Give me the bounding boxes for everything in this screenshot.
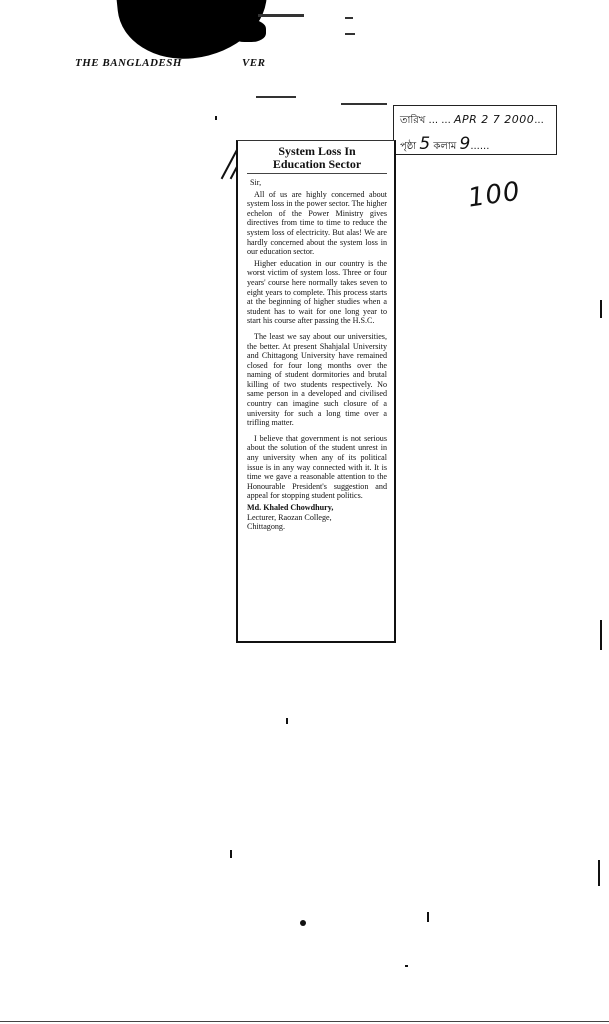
stamp-page-label: পৃষ্ঠা bbox=[400, 141, 417, 152]
scan-bottom-edge bbox=[0, 1021, 609, 1022]
masthead-left: THE BANGLADESH bbox=[75, 57, 182, 69]
headline-line-1: System Loss In bbox=[278, 144, 356, 158]
scan-speck bbox=[600, 300, 602, 318]
smudge bbox=[345, 33, 355, 35]
stamp-date-row bbox=[400, 113, 544, 130]
stamp-page-value: 5 bbox=[419, 134, 431, 154]
signature-affiliation: Lecturer, Raozan College, bbox=[247, 512, 332, 522]
signature-location: Chittagong. bbox=[247, 522, 285, 532]
article-paragraph: Higher education in our country is the worst victim of system loss. Three or four years' course here normally takes seven to eight years to complete. This process starts at the beginning of higher studies when a student has to wait for one long year to start his course after passing the H.S.C. bbox=[247, 258, 387, 326]
scan-speck bbox=[427, 912, 429, 922]
smudge bbox=[341, 103, 387, 105]
stamp-date-value: APR 2 7 2000 bbox=[453, 113, 535, 126]
smudge bbox=[345, 17, 353, 19]
article-headline bbox=[247, 145, 387, 174]
article-paragraph: The least we say about our universities, the better. At present Shahjalal University and Chittagong University have remained closed for four long months over the naming of student dormitories and brutal killing of two students respectively. No same person in a developed and civilised country can imagine such closure of a university for such a long time over a trifling matter. bbox=[247, 331, 387, 428]
stamp-date-label: তারিখ ... ... bbox=[400, 115, 451, 126]
date-stamp bbox=[393, 105, 557, 155]
scan-speck bbox=[300, 920, 306, 926]
scan-speck bbox=[598, 860, 600, 886]
headline-line-2: Education Sector bbox=[272, 157, 362, 171]
smudge bbox=[256, 96, 296, 98]
signature-name: Md. Khaled Chowdhury, bbox=[247, 503, 334, 512]
scan-speck bbox=[286, 718, 288, 724]
article-body bbox=[247, 178, 387, 501]
scan-speck bbox=[215, 116, 217, 120]
article-paragraph: I believe that government is not serious about the solution of the student unrest in any university when any of its political issue is in any way connected with it. It is time we gave a reasonable attention to the Honourable President's suggestion and appeal for stopping student politics. bbox=[247, 433, 387, 501]
stamp-column-value: 9 bbox=[459, 134, 471, 154]
article-signature bbox=[247, 503, 387, 532]
ink-blot-small bbox=[230, 20, 266, 42]
scan-speck bbox=[230, 850, 232, 858]
stamp-page-row bbox=[400, 134, 489, 156]
scan-speck bbox=[405, 965, 408, 967]
handwritten-folio-number: 100 bbox=[466, 176, 523, 214]
salutation: Sir, bbox=[250, 178, 262, 187]
masthead-right: VER bbox=[241, 57, 266, 69]
stamp-column-trail: ...... bbox=[470, 141, 490, 152]
article-paragraph: All of us are highly concerned about system loss in the power sector. The higher echelon of the Power Ministry gives directives from time to time to reduce the system loss of electricity. But alas! We are hardly concerned about the system loss in our education sector. bbox=[247, 189, 387, 257]
newspaper-masthead bbox=[75, 57, 265, 69]
stamp-column-label: কলাম bbox=[433, 141, 457, 152]
newspaper-clipping bbox=[236, 140, 396, 643]
smudge bbox=[258, 14, 304, 17]
stamp-date-trail: ... bbox=[534, 115, 544, 126]
scan-speck bbox=[600, 620, 602, 650]
